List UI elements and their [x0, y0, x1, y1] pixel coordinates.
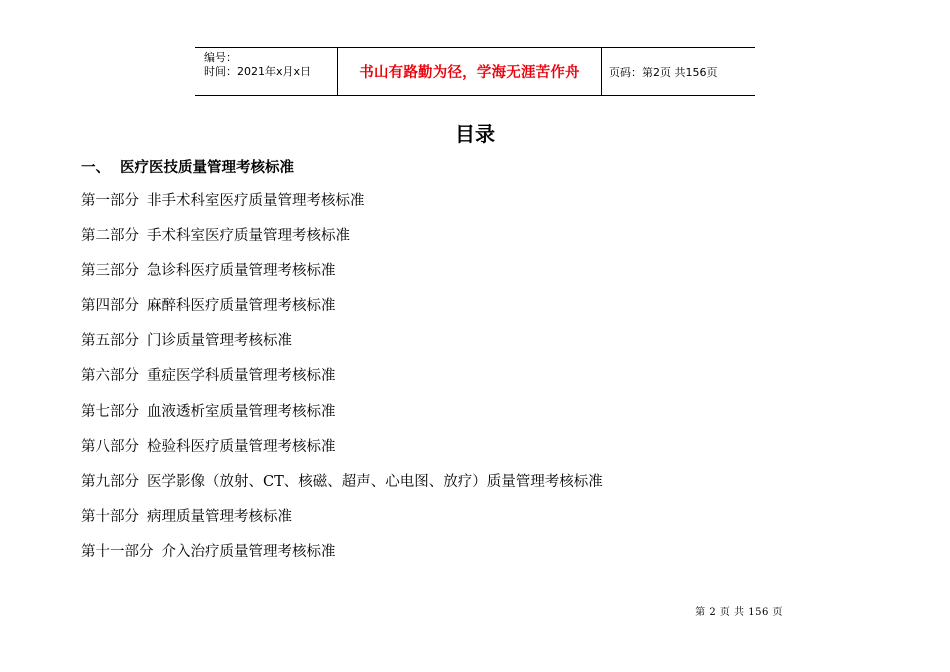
page-header — [195, 47, 755, 96]
header-meta — [195, 48, 338, 95]
toc-item[interactable] — [81, 191, 603, 226]
toc-item[interactable] — [81, 226, 603, 261]
toc-item[interactable] — [81, 437, 603, 472]
toc-item[interactable] — [81, 366, 603, 401]
toc-item-title: 检验科医疗质量管理考核标准 — [147, 438, 336, 455]
toc-item-part: 第三部分 — [81, 263, 139, 280]
toc-item-title: 医学影像（放射、CT、核磁、超声、心电图、放疗）质量管理考核标准 — [147, 473, 603, 490]
toc-item[interactable] — [81, 507, 603, 542]
toc-item-part: 第二部分 — [81, 228, 139, 245]
toc-item[interactable] — [81, 472, 603, 507]
toc-item-title: 麻醉科医疗质量管理考核标准 — [147, 298, 336, 315]
toc-item-part: 第九部分 — [81, 473, 139, 490]
toc-item-title: 门诊质量管理考核标准 — [147, 333, 292, 350]
toc-item[interactable] — [81, 331, 603, 366]
toc-title: 目录 — [455, 122, 495, 146]
toc-item-title: 血液透析室质量管理考核标准 — [147, 403, 336, 420]
toc-item-part: 第五部分 — [81, 333, 139, 350]
header-time-label: 时间：2021年x月x日 — [204, 65, 312, 78]
toc-item-title: 病理质量管理考核标准 — [147, 508, 292, 525]
header-number-label: 编号： — [204, 51, 237, 64]
toc-item-title: 重症医学科质量管理考核标准 — [147, 368, 336, 385]
toc-item[interactable] — [81, 542, 603, 577]
toc-item-title: 急诊科医疗质量管理考核标准 — [147, 263, 336, 280]
page-footer: 第 2 页 共 156 页 — [695, 607, 783, 618]
toc-item-part: 第四部分 — [81, 298, 139, 315]
toc-item[interactable] — [81, 261, 603, 296]
toc-item-part: 第七部分 — [81, 403, 139, 420]
toc-section-heading — [81, 156, 294, 177]
toc-item-part: 第八部分 — [81, 438, 139, 455]
toc-item-title: 介入治疗质量管理考核标准 — [161, 543, 336, 560]
toc-item-part: 第十一部分 — [81, 543, 154, 560]
toc-item[interactable] — [81, 402, 603, 437]
toc-item-part: 第一部分 — [81, 193, 139, 209]
toc-item-part: 第十部分 — [81, 508, 139, 525]
toc-item-part: 第六部分 — [81, 368, 139, 385]
section-title: 医疗医技质量管理考核标准 — [120, 160, 294, 176]
toc-item-title: 手术科室医疗质量管理考核标准 — [147, 228, 350, 245]
section-number: 一、 — [81, 160, 110, 176]
header-motto: 书山有路勤为径，学海无涯苦作舟 — [338, 48, 602, 95]
toc-item-title: 非手术科室医疗质量管理考核标准 — [147, 193, 365, 209]
toc-item[interactable] — [81, 296, 603, 331]
header-page-code: 页码：第2页 共156页 — [609, 65, 718, 79]
toc-list — [81, 191, 603, 577]
